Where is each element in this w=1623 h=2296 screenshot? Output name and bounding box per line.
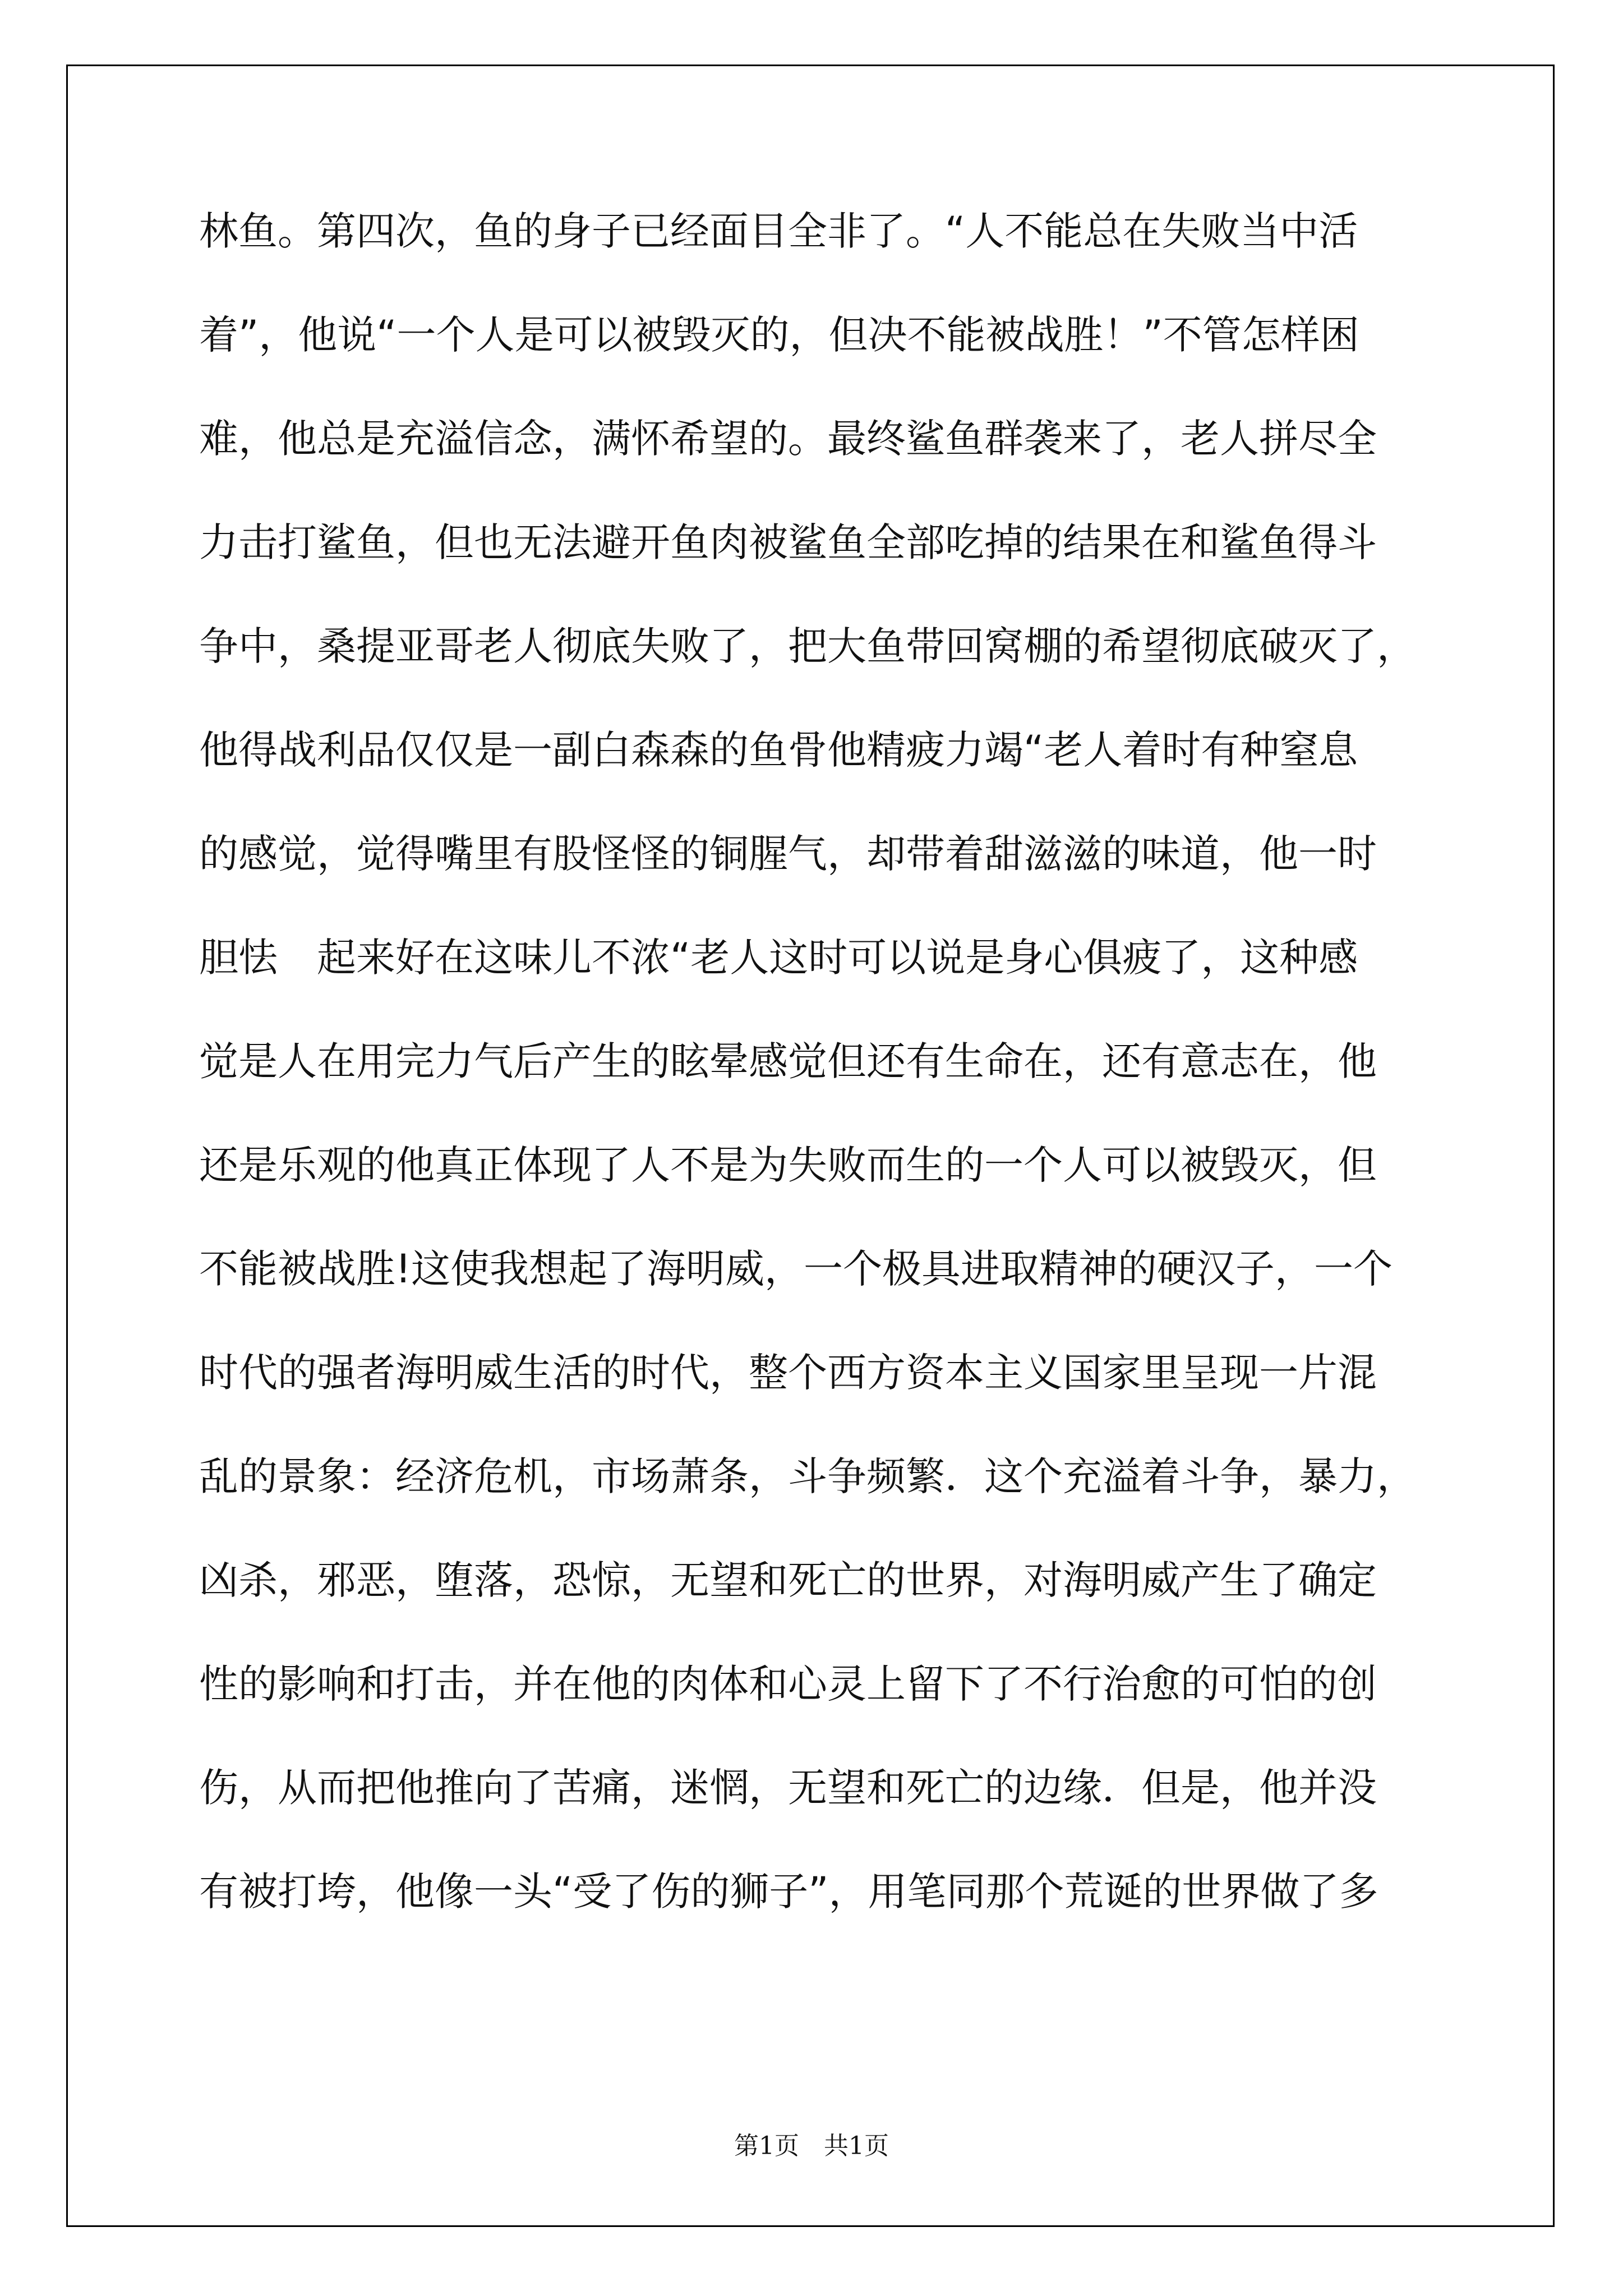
text-line: 着”，他说“一个人是可以被毁灭的，但决不能被战胜！”不管怎样困 bbox=[199, 312, 1359, 358]
text-line: 有被打垮，他像一头“受了伤的狮子”，用笔同那个荒诞的世界做了多 bbox=[199, 1869, 1378, 1915]
text-line: 乱的景象：经济危机，市场萧条，斗争频繁．这个充溢着斗争，暴力， bbox=[199, 1453, 1416, 1499]
text-line: 性的影响和打击，并在他的肉体和心灵上留下了不行治愈的可怕的创 bbox=[199, 1661, 1377, 1707]
text-line: 凶杀，邪恶，堕落，恐惊，无望和死亡的世界，对海明威产生了确定 bbox=[199, 1557, 1377, 1603]
text-line: 不能被战胜!这使我想起了海明威，一个极具进取精神的硬汉子，一个 bbox=[199, 1246, 1393, 1292]
text-line: 胆怯 起来好在这味儿不浓“老人这时可以说是身心俱疲了，这种感 bbox=[199, 935, 1358, 981]
text-line: 难，他总是充溢信念，满怀希望的。最终鲨鱼群袭来了，老人拼尽全 bbox=[199, 416, 1377, 462]
document-body bbox=[199, 199, 1433, 1963]
text-line: 觉是人在用完力气后产生的眩晕感觉但还有生命在，还有意志在，他 bbox=[199, 1038, 1377, 1084]
text-line: 林鱼。第四次，鱼的身子已经面目全非了。“人不能总在失败当中活 bbox=[199, 208, 1358, 254]
text-line: 的感觉，觉得嘴里有股怪怪的铜腥气，却带着甜滋滋的味道，他一时 bbox=[199, 831, 1377, 877]
text-line: 力击打鲨鱼，但也无法避开鱼肉被鲨鱼全部吃掉的结果在和鲨鱼得斗 bbox=[199, 519, 1377, 565]
text-line: 时代的强者海明威生活的时代，整个西方资本主义国家里呈现一片混 bbox=[199, 1350, 1377, 1396]
page-footer: 第1页 共1页 bbox=[734, 2132, 889, 2160]
text-line: 伤，从而把他推向了苦痛，迷惘，无望和死亡的边缘．但是，他并没 bbox=[199, 1765, 1377, 1811]
text-line: 争中，桑提亚哥老人彻底失败了，把大鱼带回窝棚的希望彻底破灭了， bbox=[199, 623, 1416, 669]
text-line: 他得战利品仅仅是一副白森森的鱼骨他精疲力竭“老人着时有种窒息 bbox=[199, 727, 1358, 773]
text-line: 还是乐观的他真正体现了人不是为失败而生的一个人可以被毁灭，但 bbox=[199, 1142, 1377, 1188]
